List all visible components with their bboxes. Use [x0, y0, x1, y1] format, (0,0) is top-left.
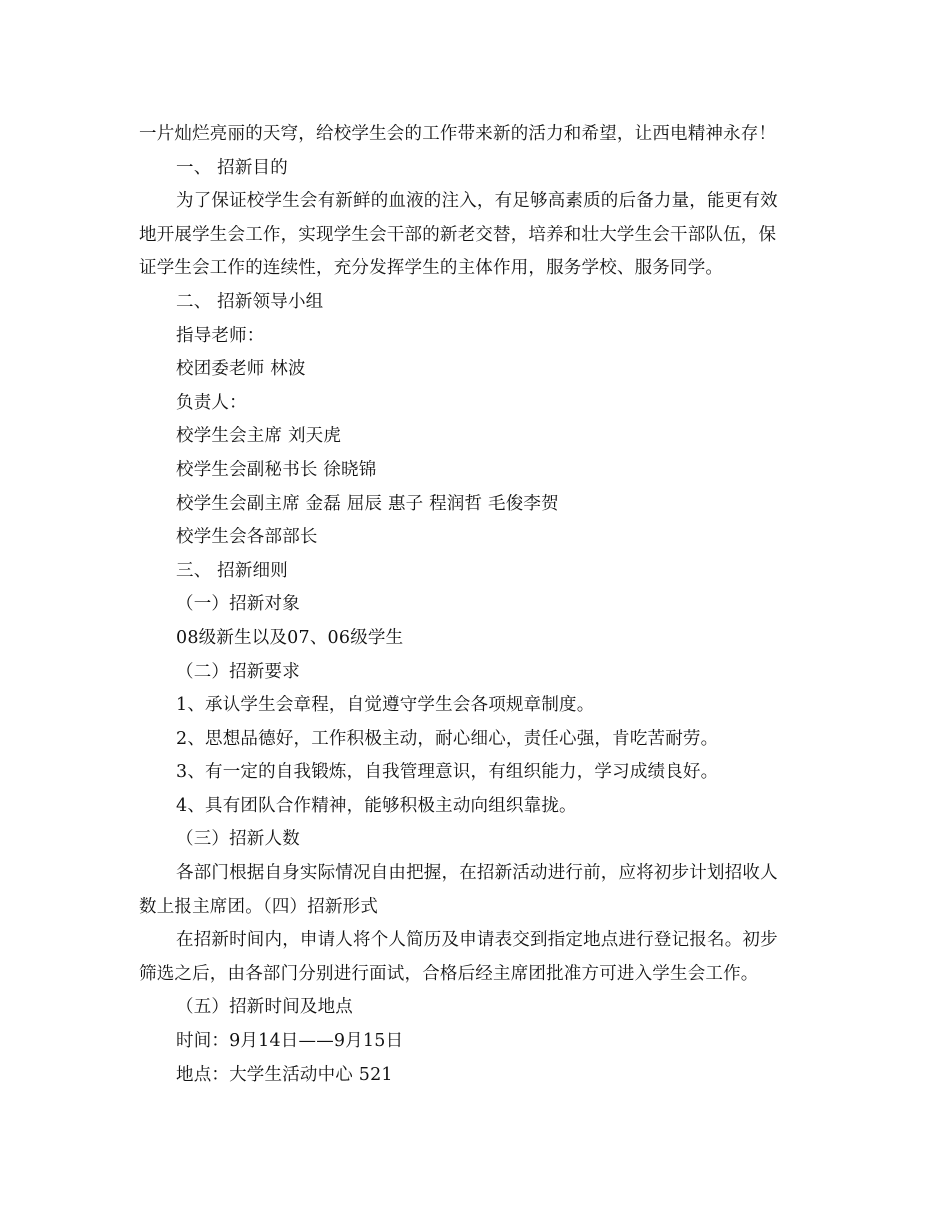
- purpose-paragraph-line-2: 地开展学生会工作，实现学生会干部的新老交替，培养和壮大学生会干部队伍，保: [139, 224, 777, 245]
- subsection-heading-headcount: （三）招新人数: [176, 829, 300, 850]
- requirement-item: 1、承认学生会章程，自觉遵守学生会各项规章制度。: [176, 695, 595, 716]
- purpose-paragraph-line-1: 为了保证校学生会有新鲜的血液的注入，有足够高素质的后备力量，能更有效: [176, 191, 778, 212]
- headcount-paragraph-line-2: 数上报主席团。（四）招新形式: [139, 896, 379, 917]
- requirement-item: 2、思想品德好，工作积极主动，耐心细心，责任心强，肯吃苦耐劳。: [176, 728, 719, 749]
- section-heading-rules: 三、 招新细则: [176, 560, 288, 581]
- leader-item: 校学生会各部部长: [176, 527, 318, 548]
- section-heading-purpose: 一、 招新目的: [176, 157, 288, 178]
- leader-label: 负责人：: [176, 392, 247, 413]
- purpose-paragraph-line-3: 证学生会工作的连续性，充分发挥学生的主体作用，服务学校、服务同学。: [139, 258, 724, 279]
- leader-item: 校学生会主席 刘天虎: [176, 426, 342, 447]
- headcount-paragraph-line-1: 各部门根据自身实际情况自由把握，在招新活动进行前，应将初步计划招收人: [176, 863, 778, 884]
- format-paragraph-line-2: 筛选之后，由各部门分别进行面试，合格后经主席团批准方可进入学生会工作。: [139, 963, 759, 984]
- subsection-heading-targets: （一）招新对象: [176, 594, 300, 615]
- targets-text: 08级新生以及07、06级学生: [176, 627, 404, 648]
- document-body: [139, 118, 827, 1092]
- requirement-item: 3、有一定的自我锻炼，自我管理意识，有组织能力，学习成绩良好。: [176, 762, 719, 783]
- place-text: 地点：大学生活动中心 521: [176, 1064, 393, 1085]
- advisor-name: 校团委老师 林波: [176, 359, 306, 380]
- section-heading-leadership: 二、 招新领导小组: [176, 291, 324, 312]
- time-text: 时间：9月14日——9月15日: [176, 1031, 404, 1052]
- advisor-label: 指导老师：: [176, 325, 265, 346]
- leader-item: 校学生会副秘书长 徐晓锦: [176, 459, 377, 480]
- requirement-item: 4、具有团队合作精神，能够积极主动向组织靠拢。: [176, 795, 577, 816]
- format-paragraph-line-1: 在招新时间内，申请人将个人简历及申请表交到指定地点进行登记报名。初步: [176, 930, 778, 951]
- leader-item: 校学生会副主席 金磊 屈辰 惠子 程润哲 毛俊李贺: [176, 493, 559, 514]
- subsection-heading-requirements: （二）招新要求: [176, 661, 300, 682]
- intro-line: 一片灿烂亮丽的天穹，给校学生会的工作带来新的活力和希望，让西电精神永存！: [139, 124, 777, 144]
- subsection-heading-time-place: （五）招新时间及地点: [176, 997, 353, 1018]
